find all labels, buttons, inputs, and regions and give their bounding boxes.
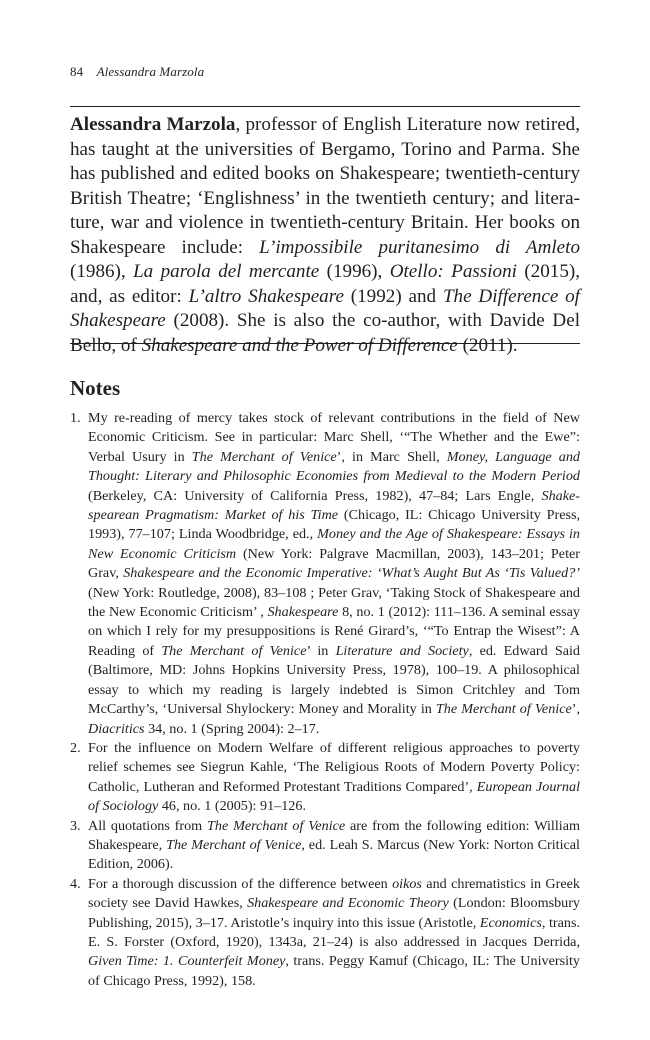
note-text: are from the following edition: William Shakespeare, xyxy=(88,817,580,853)
note-italic-title: Shakespeare and the Economic Imperative: ‘What’s Aught But As ‘Tis Valued?’ xyxy=(123,565,581,582)
note-text: For a thorough discussion of the difference between xyxy=(88,875,393,892)
note-text: , ed. Edward Said (Baltimore, MD: Johns Hopkins University Press, 1978), 100–19. A philosophical essay to which my reading is largely indebted is Simon Critchley and Tom McCarthy’s, ‘Universal Shylockery: Money and Morality in xyxy=(88,642,580,718)
note-number: 2. xyxy=(70,739,81,756)
note-item xyxy=(70,875,580,991)
note-number: 1. xyxy=(70,410,81,426)
note-item xyxy=(70,739,580,817)
note-body xyxy=(88,740,580,814)
bio-text: (2011). xyxy=(457,334,518,356)
bio-text: (1986), xyxy=(70,261,134,282)
bio-italic-title: L’impossibile puritanesimo di Amleto xyxy=(259,236,580,258)
note-text: All quotations from xyxy=(88,817,208,834)
note-italic-title: Given Time: 1. Counterfeit Money xyxy=(88,953,286,970)
note-italic-title: Economics xyxy=(479,914,542,931)
bio-text: (2008). She is also the co-author, with Davide Del Bello, of xyxy=(70,310,580,356)
note-italic-title: European Journal of Sociology xyxy=(88,778,580,815)
note-item xyxy=(70,817,580,875)
running-head-author: Alessandra Marzola xyxy=(96,64,205,79)
running-head xyxy=(70,64,204,80)
note-body xyxy=(88,876,580,989)
bio-italic-title: The Difference of Shakespeare xyxy=(70,285,580,331)
note-text: , trans. Peggy Kamuf (Chicago, IL: The University of Chicago Press, 1992), 158. xyxy=(88,953,580,989)
note-italic-title: The Merchant of Venice xyxy=(166,836,302,853)
bio-italic-title: Shakespeare and the Power of Difference xyxy=(141,334,458,356)
notes-list xyxy=(70,409,580,991)
bio-text: (1996), xyxy=(319,261,390,282)
note-text: ’, xyxy=(571,701,580,718)
note-italic-title: Shakespeare xyxy=(267,604,339,621)
page-number: 84 xyxy=(70,64,84,79)
note-italic-title: The Merchant of Venice xyxy=(207,817,346,834)
note-item xyxy=(70,409,580,739)
notes-heading: Notes xyxy=(70,376,121,400)
note-text: (Chicago, IL: Chicago University Press, 1993), 77–107; Linda Woodbridge, ed., xyxy=(88,507,581,543)
note-italic-title: oikos xyxy=(392,875,422,892)
note-text: 8, no. 1 (2012): 111–136. A seminal essay on which I rely for my presuppositions is René Girard’s, ‘“To Entrap the Wisest”: A Reading of xyxy=(88,604,581,659)
bio-italic-title: La parola del mercante xyxy=(133,261,320,282)
author-bio xyxy=(70,113,580,358)
bio-text: (1992) and xyxy=(343,285,443,307)
bio-italic-title: Otello: Passioni xyxy=(389,261,517,282)
note-text: (London: Bloomsbury Publishing, 2015), 3–17. Aristotle’s inquiry into this issue (Aristotle, xyxy=(88,895,580,931)
note-italic-title: Money, Language and Thought: Literary and Philosophic Economies from Medieval to the Modern Period xyxy=(88,448,580,485)
note-number: 3. xyxy=(70,817,81,834)
bio-italic-title: L’altro Shakespeare xyxy=(188,285,344,307)
bio-text: (2015), and, as editor: xyxy=(70,261,580,307)
note-italic-title: Shakespearean Pragmatism: Market of his Time xyxy=(88,487,580,524)
note-text: (New York: Routledge, 2008), 83–108 ; Peter Grav, ‘Taking Stock of Shakespeare and the New Economic Criticism’ , xyxy=(88,584,580,621)
note-text: For the influence on Modern Welfare of different religious approaches to poverty relief schemes see Siegrun Kahle, ‘The Religious Roots of Modern Poverty Policy: Catholic, Lutheran and Reformed Protestant Traditions Compared’, xyxy=(88,739,580,795)
note-body xyxy=(88,818,580,873)
note-text: , trans. E. S. Forster (Oxford, 1920), 1343a, 21–24) is also addressed in Jacques Derrida, xyxy=(88,914,581,950)
note-text: 34, no. 1 (Spring 2004): 2–17. xyxy=(144,720,320,737)
bio-bottom-rule xyxy=(70,343,580,344)
note-italic-title: Diacritics xyxy=(88,720,145,737)
note-italic-title: Money and the Age of Shakespeare: Essays in New Economic Criticism xyxy=(88,526,581,562)
note-text: ’, in Marc Shell, xyxy=(336,448,447,465)
note-italic-title: The Merchant of Venice xyxy=(191,448,337,465)
bio-text: , professor of English Literature now retired, has taught at the universities of Bergamo, Torino and Parma. She has published and edited books on Shakespeare; twentieth-century British Theatre; ‘Englishness’ in the twentieth century; and literature, war and violence in twentieth-century Britain. Her books on Shakespeare include: xyxy=(70,114,580,258)
bio-text xyxy=(70,114,580,356)
bio-author-name: Alessandra Marzola xyxy=(70,114,236,135)
note-italic-title: Literature and Society xyxy=(335,642,469,659)
note-text: (New York: Palgrave Macmillan, 2003), 143–201; Peter Grav, xyxy=(88,545,580,582)
note-italic-title: Shakespeare and Economic Theory xyxy=(247,895,449,912)
bio-top-rule xyxy=(70,106,580,107)
note-text: and chrematistics in Greek society see David Hawkes, xyxy=(88,875,580,912)
note-text: My re-reading of mercy takes stock of relevant contributions in the field of New Economic Criticism. See in particular: Marc Shell, ‘“The Whether and the Ewe”: Verbal Usury in xyxy=(88,410,580,465)
note-text: (Berkeley, CA: University of California Press, 1982), 47–84; Lars Engle, xyxy=(88,487,542,504)
note-italic-title: The Merchant of Venice xyxy=(161,642,307,659)
note-number: 4. xyxy=(70,875,81,892)
note-text: ’ in xyxy=(306,642,336,659)
note-italic-title: The Merchant of Venice xyxy=(435,701,572,718)
note-body xyxy=(88,410,580,737)
note-text: , ed. Leah S. Marcus (New York: Norton Critical Edition, 2006). xyxy=(88,836,580,873)
note-text: 46, no. 1 (2005): 91–126. xyxy=(158,798,306,815)
